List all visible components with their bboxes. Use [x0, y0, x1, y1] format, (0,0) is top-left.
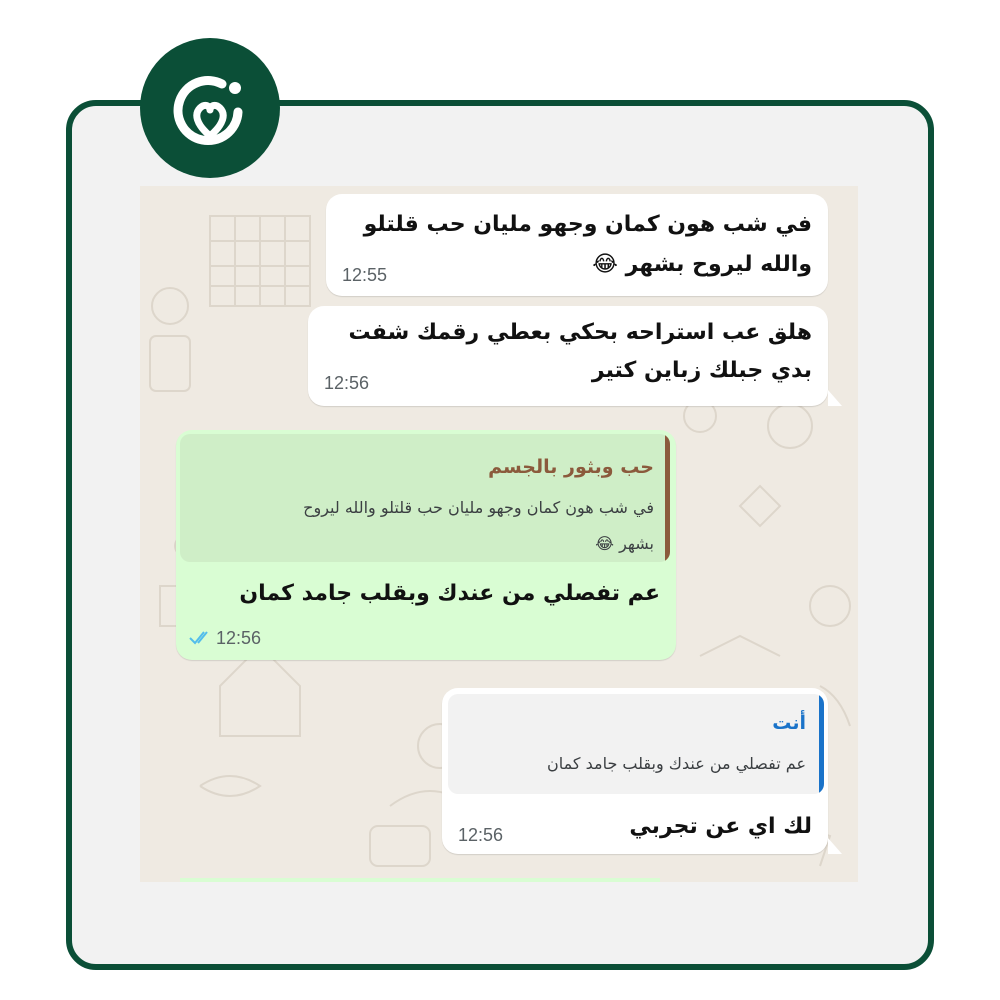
message-text: عم تفصلي من عندك وبقلب جامد كمان	[239, 581, 660, 606]
message-time: 12:55	[342, 265, 388, 285]
chat-area[interactable]	[140, 186, 858, 882]
brand-logo	[140, 38, 280, 178]
message-text: لك اي عن تجربي	[629, 814, 812, 839]
message-bubble-incoming[interactable]	[442, 688, 828, 854]
message-time: 12:56	[324, 373, 370, 393]
message-text-line: هلق عب استراحه بحكي بعطي رقمك شفت	[348, 320, 812, 345]
quote-text-line: في شب هون كمان وجهو مليان حب قلتلو والله ليروح	[303, 498, 654, 517]
quote-accent-bar	[819, 694, 824, 794]
heart-badge-icon	[140, 38, 280, 178]
bubble-tail	[828, 838, 842, 854]
message-text-line: والله ليروح بشهر 😂	[592, 252, 812, 277]
message-bubble-outgoing[interactable]	[176, 430, 676, 660]
quote-sender-name: حب وبثور بالجسم	[488, 456, 654, 478]
next-message-edge	[180, 878, 660, 882]
quote-text-line: عم تفصلي من عندك وبقلب جامد كمان	[547, 754, 806, 773]
message-bubble-incoming[interactable]	[326, 194, 828, 296]
message-time: 12:56	[216, 628, 262, 648]
quote-sender-name: أنت	[772, 712, 806, 734]
message-bubble-incoming[interactable]	[308, 306, 828, 406]
bubble-tail	[828, 390, 842, 406]
double-check-icon	[188, 630, 214, 646]
quoted-message[interactable]	[180, 434, 670, 562]
message-time: 12:56	[458, 825, 504, 845]
quote-accent-bar	[665, 434, 670, 562]
quote-text-line: بشهر 😂	[595, 534, 654, 553]
message-text-line: في شب هون كمان وجهو مليان حب قلتلو	[363, 212, 812, 237]
quoted-message[interactable]	[448, 694, 824, 794]
message-text-line: بدي جبلك زباين كتير	[591, 358, 812, 383]
